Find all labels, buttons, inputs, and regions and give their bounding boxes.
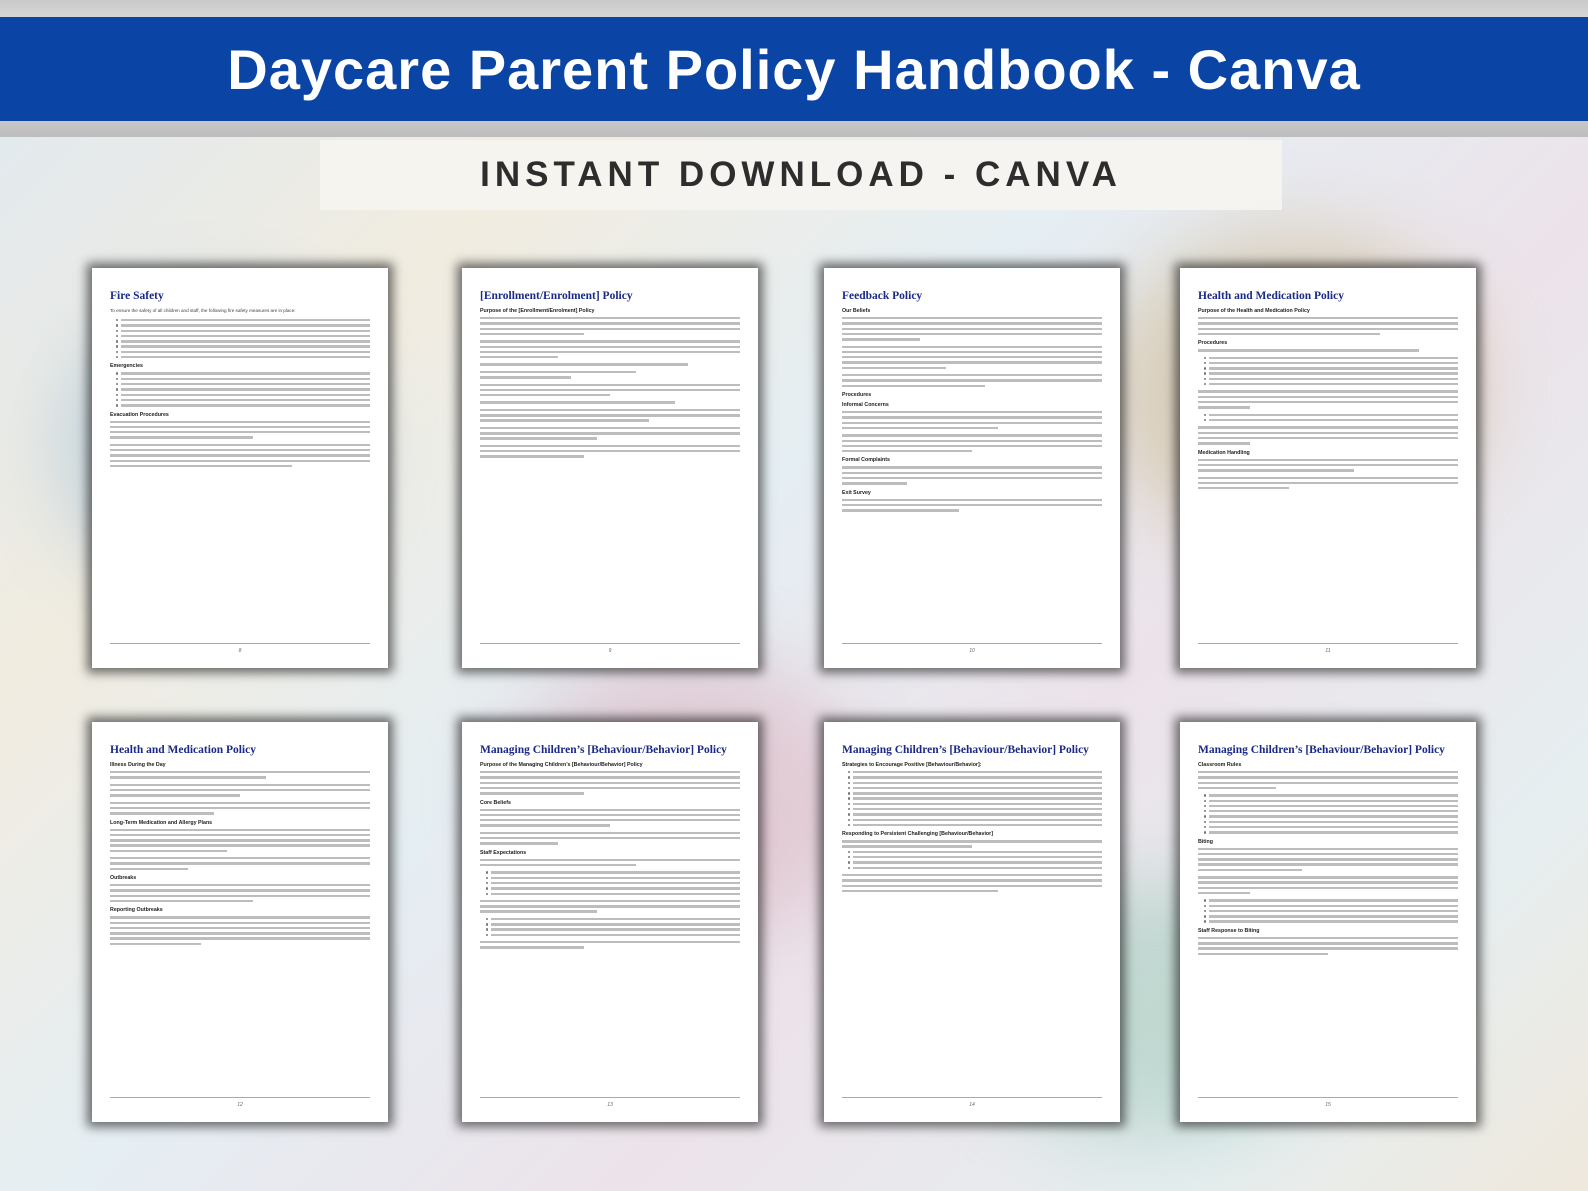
section-heading: Biting — [1198, 838, 1214, 845]
text-block — [842, 411, 1102, 429]
page-title: Fire Safety — [110, 290, 164, 302]
text-block — [480, 409, 740, 422]
handbook-page-2 — [462, 268, 758, 668]
text-block — [480, 427, 740, 440]
section-heading: Illness During the Day — [110, 762, 166, 768]
text-block — [842, 466, 1102, 484]
text-block — [1198, 937, 1458, 955]
text-block — [480, 900, 740, 913]
text-block — [842, 374, 1102, 387]
section-heading: Classroom Rules — [1198, 762, 1242, 768]
section-heading: Formal Complaints — [842, 457, 890, 464]
text-block — [110, 372, 370, 406]
text-block — [1198, 357, 1458, 386]
text-block — [480, 941, 740, 949]
text-block — [1198, 349, 1458, 351]
text-block — [1198, 477, 1458, 490]
section-heading: Outbreaks — [110, 875, 137, 882]
section-heading: Informal Concerns — [842, 401, 889, 408]
page-number: 11 — [1198, 643, 1458, 654]
page-title: Managing Children’s [Behaviour/Behavior] Policy — [480, 744, 727, 756]
section-heading: Emergencies — [110, 363, 143, 370]
text-block — [1198, 317, 1458, 335]
section-heading: Medication Handling — [1198, 449, 1250, 456]
handbook-page-5 — [92, 722, 388, 1122]
page-number: 14 — [842, 1097, 1102, 1108]
text-block — [480, 371, 740, 379]
text-block — [1198, 390, 1458, 408]
page-title: Managing Children’s [Behaviour/Behavior] Policy — [842, 744, 1089, 756]
handbook-page-7 — [824, 722, 1120, 1122]
section-heading: Exit Survey — [842, 489, 871, 496]
text-block — [480, 317, 740, 335]
text-block — [110, 802, 370, 815]
page-title: Feedback Policy — [842, 290, 923, 302]
subtitle-bar — [320, 140, 1282, 210]
section-heading: Purpose of the [Enrollment/Enrolment] Policy — [480, 308, 595, 314]
page-title: [Enrollment/Enrolment] Policy — [480, 290, 633, 302]
text-block — [480, 340, 740, 358]
page-number: 10 — [842, 643, 1102, 654]
section-heading: Procedures — [842, 391, 872, 398]
text-block — [1198, 794, 1458, 833]
text-block — [480, 832, 740, 845]
banner-title: Daycare Parent Policy Handbook - Canva — [227, 37, 1361, 101]
text-block — [480, 918, 740, 936]
text-block — [842, 771, 1102, 826]
handbook-page-6 — [462, 722, 758, 1122]
text-block — [110, 771, 370, 779]
text-block — [842, 874, 1102, 892]
text-block — [1198, 899, 1458, 923]
text-block — [1198, 848, 1458, 872]
text-block — [1198, 876, 1458, 894]
page-title: Health and Medication Policy — [1198, 290, 1344, 302]
text-block — [842, 840, 1102, 869]
text-block — [842, 346, 1102, 370]
page-number: 8 — [110, 643, 370, 654]
text-block — [1198, 459, 1458, 472]
section-heading: Procedures — [1198, 340, 1228, 347]
section-heading: Evacuation Procedures — [110, 411, 169, 418]
handbook-page-3 — [824, 268, 1120, 668]
handbook-page-8 — [1180, 722, 1476, 1122]
text-block — [110, 916, 370, 945]
text-block — [110, 884, 370, 902]
text-block — [480, 859, 740, 867]
text-block — [1198, 414, 1458, 422]
subtitle-text: INSTANT DOWNLOAD - CANVA — [480, 155, 1122, 194]
section-heading: Purpose of the Managing Children’s [Behaviour/Behavior] Policy — [480, 762, 643, 768]
text-block — [480, 363, 740, 365]
page-number: 9 — [480, 643, 740, 654]
text-block — [842, 317, 1102, 341]
text-block — [842, 434, 1102, 452]
page-number: 13 — [480, 1097, 740, 1108]
text-block — [110, 319, 370, 358]
page-intro: To ensure the safety of all children and staff, the following fire safety measures are in place: — [110, 308, 296, 313]
text-block — [480, 771, 740, 795]
section-heading: Core Beliefs — [480, 799, 511, 806]
text-block — [1198, 771, 1458, 789]
section-heading: Responding to Persistent Challenging [Behaviour/Behavior] — [842, 831, 993, 838]
page-title: Managing Children’s [Behaviour/Behavior] Policy — [1198, 744, 1445, 756]
text-block — [110, 444, 370, 468]
section-heading: Staff Response to Biting — [1198, 927, 1260, 934]
text-block — [110, 829, 370, 853]
section-heading: Our Beliefs — [842, 308, 871, 314]
text-block — [1198, 426, 1458, 444]
section-heading: Reporting Outbreaks — [110, 907, 163, 914]
page-number: 12 — [110, 1097, 370, 1108]
page-title: Health and Medication Policy — [110, 744, 256, 756]
section-heading: Staff Expectations — [480, 849, 527, 856]
text-block — [110, 857, 370, 870]
section-heading: Long-Term Medication and Allergy Plans — [110, 819, 213, 826]
text-block — [842, 499, 1102, 512]
section-heading: Strategies to Encourage Positive [Behaviour/Behavior]: — [842, 762, 982, 768]
text-block — [480, 445, 740, 458]
text-block — [480, 871, 740, 895]
text-block — [480, 401, 740, 403]
page-number: 15 — [1198, 1097, 1458, 1108]
handbook-page-1 — [92, 268, 388, 668]
section-heading: Purpose of the Health and Medication Policy — [1198, 308, 1310, 314]
text-block — [480, 384, 740, 397]
handbook-page-4 — [1180, 268, 1476, 668]
title-banner — [0, 17, 1588, 121]
text-block — [480, 809, 740, 827]
text-block — [110, 421, 370, 439]
text-block — [110, 784, 370, 797]
